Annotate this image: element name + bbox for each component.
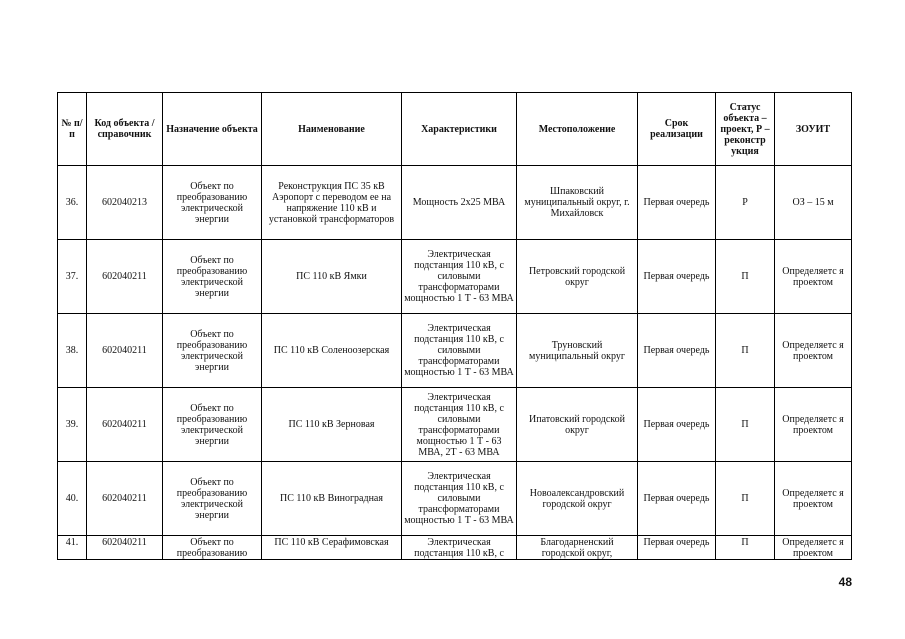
cell-num: 38. (58, 314, 87, 388)
table-header-row (58, 93, 852, 166)
cell-location: Новоалександровский городской округ (517, 462, 638, 536)
header-name: Наименование (262, 93, 402, 166)
cell-purpose: Объект по преобразованию электрической энергии (163, 314, 262, 388)
cell-characteristics: Электрическая подстанция 110 кВ, с (402, 536, 517, 560)
header-code: Код объекта / справочник (87, 93, 163, 166)
cell-code: 602040211 (87, 314, 163, 388)
objects-table (57, 92, 852, 560)
cell-purpose: Объект по преобразованию электрической энергии (163, 462, 262, 536)
header-characteristics: Характеристики (402, 93, 517, 166)
cell-purpose: Объект по преобразованию электрической энергии (163, 166, 262, 240)
cell-num: 36. (58, 166, 87, 240)
cell-code: 602040213 (87, 166, 163, 240)
cell-location: Труновский муниципальный округ (517, 314, 638, 388)
cell-num: 40. (58, 462, 87, 536)
cell-term: Первая очередь (638, 536, 716, 560)
cell-code: 602040211 (87, 462, 163, 536)
cell-status: П (716, 388, 775, 462)
cell-characteristics: Электрическая подстанция 110 кВ, с силовыми трансформаторами мощностью 1 Т - 63 МВА (402, 314, 517, 388)
cell-term: Первая очередь (638, 166, 716, 240)
cell-purpose: Объект по преобразованию электрической энергии (163, 240, 262, 314)
cell-zouit: Определяетс я проектом (775, 314, 852, 388)
cell-code: 602040211 (87, 240, 163, 314)
cell-status: П (716, 314, 775, 388)
cell-characteristics: Электрическая подстанция 110 кВ, с силовыми трансформаторами мощностью 1 Т - 63 МВА (402, 240, 517, 314)
header-term: Срок реализации (638, 93, 716, 166)
cell-location: Благодарненский городской округ, (517, 536, 638, 560)
cell-location: Ипатовский городской округ (517, 388, 638, 462)
cell-term: Первая очередь (638, 462, 716, 536)
cell-num: 41. (58, 536, 87, 560)
cell-location: Шпаковский муниципальный округ, г. Михайловск (517, 166, 638, 240)
cell-zouit: Определяетс я проектом (775, 240, 852, 314)
header-num: № п/п (58, 93, 87, 166)
page-number: 48 (838, 575, 852, 589)
cell-purpose: Объект по преобразованию электрической энергии (163, 388, 262, 462)
cell-zouit: Определяетс я проектом (775, 462, 852, 536)
cell-term: Первая очередь (638, 314, 716, 388)
cell-term: Первая очередь (638, 388, 716, 462)
table-row (58, 314, 852, 388)
table-row (58, 166, 852, 240)
cell-status: П (716, 240, 775, 314)
cell-zouit: Определяетс я проектом (775, 536, 852, 560)
cell-purpose: Объект по преобразованию (163, 536, 262, 560)
cell-num: 39. (58, 388, 87, 462)
cell-name: Реконструкция ПС 35 кВ Аэропорт с переводом ее на напряжение 110 кВ и установкой трансформаторов (262, 166, 402, 240)
cell-characteristics: Электрическая подстанция 110 кВ, с силовыми трансформаторами мощностью 1 Т - 63 МВА, 2Т - 63 МВА (402, 388, 517, 462)
cell-characteristics: Электрическая подстанция 110 кВ, с силовыми трансформаторами мощностью 1 Т - 63 МВА (402, 462, 517, 536)
cell-name: ПС 110 кВ Ямки (262, 240, 402, 314)
cell-name: ПС 110 кВ Соленоозерская (262, 314, 402, 388)
cell-characteristics: Мощность 2х25 МВА (402, 166, 517, 240)
cell-status: П (716, 462, 775, 536)
cell-term: Первая очередь (638, 240, 716, 314)
table-row (58, 462, 852, 536)
header-zouit: ЗОУИТ (775, 93, 852, 166)
cell-zouit: ОЗ – 15 м (775, 166, 852, 240)
header-status: Статус объекта – проект, Р – реконстр укция (716, 93, 775, 166)
cell-code: 602040211 (87, 536, 163, 560)
cell-name: ПС 110 кВ Серафимовская (262, 536, 402, 560)
header-location: Местоположение (517, 93, 638, 166)
cell-status: Р (716, 166, 775, 240)
table-row (58, 388, 852, 462)
cell-location: Петровский городской округ (517, 240, 638, 314)
cell-status: П (716, 536, 775, 560)
cell-name: ПС 110 кВ Виноградная (262, 462, 402, 536)
table-row (58, 536, 852, 560)
cell-num: 37. (58, 240, 87, 314)
cell-name: ПС 110 кВ Зерновая (262, 388, 402, 462)
cell-zouit: Определяетс я проектом (775, 388, 852, 462)
cell-code: 602040211 (87, 388, 163, 462)
header-purpose: Назначение объекта (163, 93, 262, 166)
table-row (58, 240, 852, 314)
